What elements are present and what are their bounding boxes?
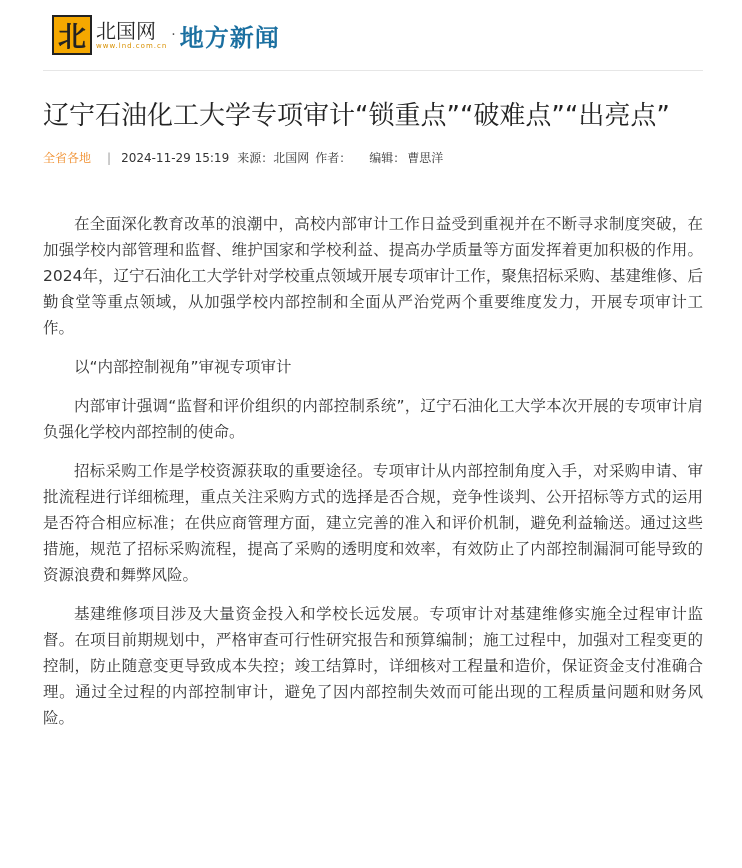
editor: 曹思洋: [407, 151, 444, 165]
category-link[interactable]: 全省各地: [43, 151, 92, 165]
article-body: [43, 211, 703, 731]
site-name: 北国网: [96, 19, 156, 43]
paragraph: 内部审计强调“监督和评价组织的内部控制系统”，辽宁石油化工大学本次开展的专项审计肩负强化学校内部控制的使命。: [43, 397, 703, 441]
section-title[interactable]: 地方新闻: [179, 23, 280, 52]
paragraph: 招标采购工作是学校资源获取的重要途径。专项审计从内部控制角度入手，对采购申请、审批流程进行详细梳理，重点关注采购方式的选择是否合规，竞争性谈判、公开招标等方式的运用是否符合相应标准；在供应商管理方面，建立完善的准入和评价机制，避免利益输送。通过这些措施，规范了招标采购流程，提高了采购的透明度和效率，有效防止了内部控制漏洞可能导致的资源浪费和舞弊风险。: [43, 462, 703, 584]
divider: |: [107, 150, 112, 165]
paragraph: 以“内部控制视角”审视专项审计: [74, 358, 292, 376]
source: 北国网: [273, 151, 310, 165]
paragraph: 基建维修项目涉及大量资金投入和学校长远发展。专项审计对基建维修实施全过程审计监督。在项目前期规划中，严格审查可行性研究报告和预算编制；施工过程中，加强对工程变更的控制，防止随意变更导致成本失控；竣工结算时，详细核对工程量和造价，保证资金支付准确合理。通过全过程的内部控制审计，避免了因内部控制失效而可能出现的工程质量问题和财务风险。: [43, 605, 703, 727]
author-label: 作者：: [315, 151, 352, 165]
editor-label: 编辑：: [369, 151, 406, 165]
site-header: [43, 0, 703, 71]
article-meta: [43, 149, 703, 166]
logo-mark: 北: [57, 20, 86, 53]
source-label: 来源：: [237, 151, 274, 165]
article-title: 辽宁石油化工大学专项审计“锁重点”“破难点”“出亮点”: [43, 101, 670, 131]
site-url: www.lnd.com.cn: [96, 42, 168, 50]
paragraph: 在全面深化教育改革的浪潮中，高校内部审计工作日益受到重视并在不断寻求制度突破，在加强学校内部管理和监督、维护国家和学校利益、提高办学质量等方面发挥着更加积极的作用。2024年，辽宁石油化工大学针对学校重点领域开展专项审计工作，聚焦招标采购、基建维修、后勤食堂等重点领域，从加强学校内部控制和全面从严治党两个重要维度发力，开展专项审计工作。: [43, 215, 703, 337]
site-logo[interactable]: [52, 15, 92, 55]
separator: ·: [171, 27, 176, 43]
publish-date: 2024-11-29 15:19: [121, 150, 230, 165]
